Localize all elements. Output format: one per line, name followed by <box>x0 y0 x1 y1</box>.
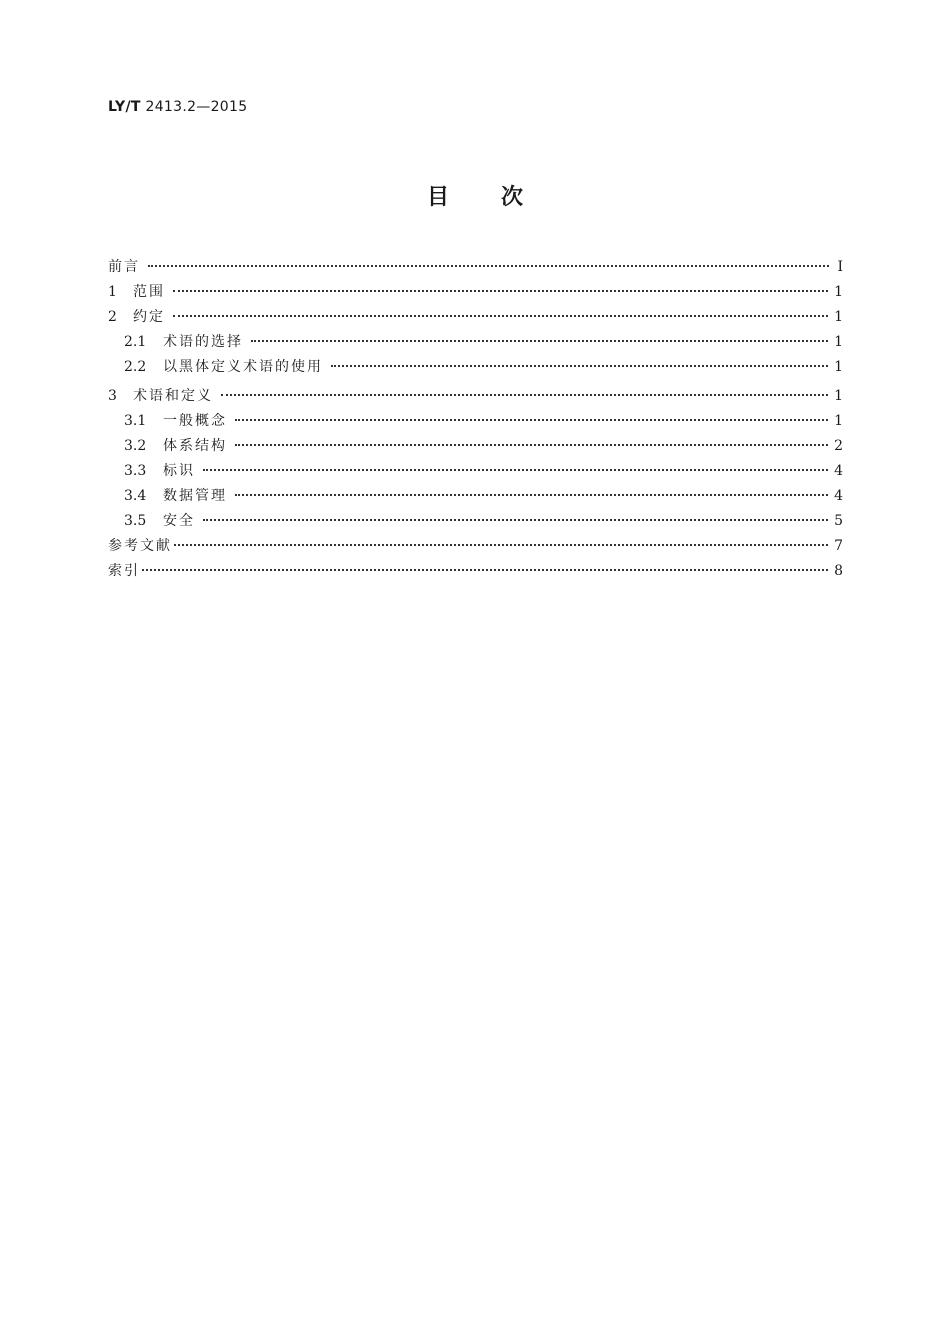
toc-leader-dots <box>235 419 828 421</box>
toc-label: 索引 <box>108 563 140 579</box>
toc-page-number: 8 <box>834 563 843 579</box>
toc-entry-3[interactable] <box>108 387 843 405</box>
toc-page-number: 5 <box>834 513 843 529</box>
toc-entry-index[interactable] <box>108 562 843 580</box>
toc-label: 术语的选择 <box>163 334 243 350</box>
table-of-contents <box>108 258 843 587</box>
toc-leader-dots <box>221 394 828 396</box>
toc-entry-3-2[interactable] <box>108 437 843 455</box>
toc-leader-dots <box>173 290 828 292</box>
standard-prefix: LY/T <box>108 99 141 115</box>
toc-page-number: 4 <box>834 488 843 504</box>
toc-label: 参考文献 <box>108 538 172 554</box>
toc-leader-dots <box>148 265 829 267</box>
toc-page-number: 1 <box>834 284 843 300</box>
page-title: 目次 <box>426 185 575 210</box>
toc-leader-dots <box>251 340 828 342</box>
toc-label: 安全 <box>163 513 195 529</box>
toc-page-number: 7 <box>834 538 843 554</box>
toc-number: 3 <box>108 388 117 404</box>
toc-entry-3-4[interactable] <box>108 487 843 505</box>
toc-entry-3-5[interactable] <box>108 512 843 530</box>
toc-entry-1[interactable] <box>108 283 843 301</box>
toc-page-number: 1 <box>834 334 843 350</box>
toc-number: 2 <box>108 309 117 325</box>
toc-entry-foreword[interactable] <box>108 258 843 276</box>
toc-label: 一般概念 <box>163 413 227 429</box>
toc-leader-dots <box>235 494 828 496</box>
toc-label: 标识 <box>163 463 195 479</box>
toc-label: 前言 <box>108 259 140 275</box>
toc-entry-2-2[interactable] <box>108 358 843 376</box>
toc-leader-dots <box>331 365 828 367</box>
toc-label: 术语和定义 <box>133 388 213 404</box>
toc-entry-2[interactable] <box>108 308 843 326</box>
toc-page-number: 1 <box>834 359 843 375</box>
toc-leader-dots <box>203 469 828 471</box>
toc-label: 以黑体定义术语的使用 <box>163 359 323 375</box>
toc-number: 2.1 <box>124 334 147 350</box>
toc-number: 3.1 <box>124 413 147 429</box>
toc-number: 3.3 <box>124 463 147 479</box>
toc-label: 体系结构 <box>163 438 227 454</box>
toc-leader-dots <box>173 315 828 317</box>
toc-label: 范围 <box>133 284 165 300</box>
standard-code <box>108 99 247 115</box>
toc-number: 1 <box>108 284 117 300</box>
toc-label: 数据管理 <box>163 488 227 504</box>
toc-page-number: 4 <box>834 463 843 479</box>
toc-number: 2.2 <box>124 359 147 375</box>
toc-leader-dots <box>174 544 828 546</box>
toc-page-number: 1 <box>834 309 843 325</box>
toc-page-number: 1 <box>834 388 843 404</box>
standard-number: 2413.2—2015 <box>145 99 248 115</box>
toc-number: 3.5 <box>124 513 147 529</box>
toc-entry-3-3[interactable] <box>108 462 843 480</box>
toc-leader-dots <box>203 519 828 521</box>
toc-number: 3.4 <box>124 488 147 504</box>
toc-entry-references[interactable] <box>108 537 843 555</box>
toc-entry-3-1[interactable] <box>108 412 843 430</box>
toc-leader-dots <box>142 569 828 571</box>
toc-page-number: 2 <box>834 438 843 454</box>
toc-page-number: Ⅰ <box>837 259 843 275</box>
toc-leader-dots <box>235 444 828 446</box>
toc-number: 3.2 <box>124 438 147 454</box>
toc-label: 约定 <box>133 309 165 325</box>
toc-page-number: 1 <box>834 413 843 429</box>
toc-entry-2-1[interactable] <box>108 333 843 351</box>
